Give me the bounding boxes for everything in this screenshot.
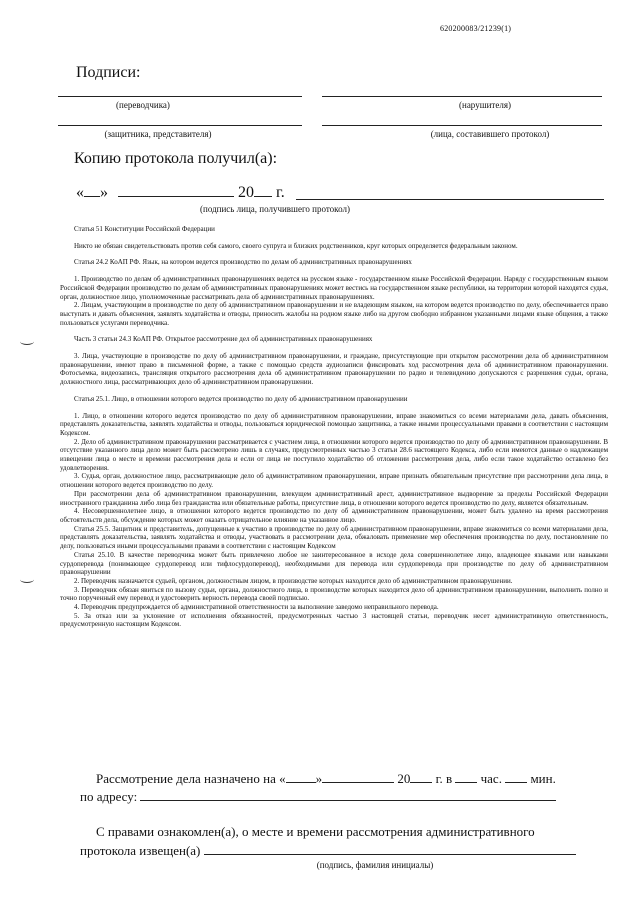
year-suffix: г. — [276, 184, 285, 201]
acknowledgement-caption: (подпись, фамилия инициалы) — [316, 860, 434, 870]
hearing-year-g: г. в — [435, 771, 453, 786]
art243-paragraph-3: 3. Лица, участвующие в производстве по делу об административном правонарушении, и граждане, присутствующие при открытом рассмотрении дела об административном правонарушении, имеют право в письменной форме, а также с помощью средств аудиозаписи фиксировать ход рассмотрения дела об административном правонарушении. Фотосъемка, видеозапись, трансляция открытого рассмотрения дела об административном правонарушении по радио и телевидению допускаются с разрешения судьи, органа, должностного лица, рассматривающих дело об административном правонарушении. — [60, 352, 608, 387]
hearing-address-field[interactable] — [140, 788, 556, 801]
art2510-paragraph-3: 3. Переводчик обязан явиться по вызову судьи, органа, должностного лица, в производстве которых находится дело об административном правонарушении, выполнить полно и точно порученный ему перевод и удостоверить верность перевода своей подписью. — [60, 585, 608, 603]
art2510-paragraph-5: 5. За отказ или за уклонение от исполнения обязанностей, предусмотренных частью 3 настоящей статьи, переводчик несет административную ответственность, предусмотренную настоящим Кодексом. — [60, 611, 608, 629]
art51-text: Никто не обязан свидетельствовать против себя самого, своего супруга и близких родственников, круг которых определяется федеральным законом. — [74, 241, 518, 250]
hearing-minute-field[interactable] — [505, 770, 527, 783]
hearing-minutes-label: мин. — [530, 771, 556, 786]
hearing-year-prefix: 20 — [397, 771, 411, 786]
violator-signature-line[interactable] — [322, 96, 602, 97]
hearing-hours-label: час. — [480, 771, 502, 786]
hearing-year-field[interactable] — [410, 770, 432, 783]
defender-signature-line[interactable] — [58, 125, 302, 126]
art251-paragraph-4: 4. Несовершеннолетнее лицо, в отношении которого ведется производство по делу об административном правонарушении, может быть удалено на время рассмотрения обстоятельств дела, обсуждение которых может оказать отрицательное влияние на указанное лицо. — [60, 507, 608, 524]
hearing-quote-close: » — [315, 771, 323, 786]
receipt-caption: (подпись лица, получившего протокол) — [200, 204, 350, 214]
hearing-hour-field[interactable] — [455, 770, 477, 783]
art255-text: Статья 25.5. Защитник и представитель, допущенные к участию в производстве по делу об административном правонарушении, вправе знакомиться со всеми материалами дела, представлять доказательства, заявлять ходатайства и отводы, участвовать в рассмотрении дела, обжаловать применение мер обеспечения производства по делу, постановление по делу, пользоваться иными процессуальными правами в соответствии с настоящим Кодексом — [60, 524, 608, 551]
author-signature-line[interactable] — [322, 125, 602, 126]
acknowledgement-line-2 — [80, 841, 606, 860]
hearing-date-line — [96, 770, 606, 788]
day-field[interactable] — [84, 184, 100, 197]
art242-paragraph-1: 1. Производство по делам об административных правонарушениях ведется на русском языке - государственном языке Российской Федерации. Наряду с государственным языком Российской Федерации производство по делам об административных правонарушениях может вестись на государственном языке республики, на территории которой находятся судья, орган, должностное лицо, уполномоченные рассматривать дела об административных правонарушениях. — [60, 275, 608, 301]
margin-mark — [20, 576, 34, 583]
document-number: 620200083/21239(1) — [440, 24, 512, 33]
art2510-paragraph-4: 4. Переводчик предупреждается об административной ответственности за выполнение заведомо неправильного перевода. — [74, 603, 439, 612]
hearing-address-label: по адресу: — [80, 789, 138, 804]
acknowledgement-line-1: С правами ознакомлен(а), о месте и времени рассмотрения административного — [96, 824, 535, 839]
violator-caption: (нарушителя) — [459, 100, 511, 110]
art251-title: Статья 25.1. Лицо, в отношении которого ведется производство по делу об административном правонарушении — [74, 394, 408, 403]
art243-title: Часть 3 статьи 24.3 КоАП РФ. Открытое рассмотрение дел об административных правонарушениях — [74, 335, 373, 344]
hearing-prefix: Рассмотрение дела назначено на « — [96, 771, 286, 786]
hearing-day-field[interactable] — [286, 770, 316, 783]
acknowledgement-signature-field[interactable] — [204, 842, 576, 855]
acknowledgement — [80, 822, 606, 860]
art251-paragraph-2: 2. Дело об административном правонарушении рассматривается с участием лица, в отношении которого ведется производство по делу об административном правонарушении. В отсутствие указанного лица дело может быть рассмотрено лишь в случаях, предусмотренных частью 3 статьи 28.6 настоящего Кодекса, либо если имеются данные о надлежащем извещении лица о месте и времени рассмотрения дела и если от лица не поступило ходатайство об отложении рассмотрения дела, либо если такое ходатайство оставлено без удовлетворения. — [60, 437, 608, 472]
signatures-heading: Подписи: — [76, 64, 141, 81]
art242-paragraph-2: 2. Лицам, участвующим в производстве по делу об административном правонарушении и не владеющим языком, на котором ведется производство по делу, обеспечивается право выступать и давать объяснения, заявлять ходатайства и отводы, приносить жалобы на родном языке либо на другом свободно избранном указанными лицами языке общения, а также пользоваться услугами переводчика. — [60, 301, 608, 327]
defender-caption: (защитника, представителя) — [104, 129, 212, 139]
receipt-signature-line[interactable] — [296, 199, 604, 200]
art2510-text: Статья 25.10. В качестве переводчика может быть привлечено любое не заинтересованное в исходе дела совершеннолетнее лицо, владеющее языками или навыками сурдоперевода (понимающее сурдоперевод или тифлосурдоперевод), необходимыми для перевода или сурдоперевода при производстве по делу об административном правонарушении — [60, 550, 608, 577]
translator-signature-line[interactable] — [58, 96, 302, 97]
hearing-address-line — [80, 788, 606, 806]
quote-open: « — [76, 184, 84, 201]
receipt-date-row — [76, 184, 285, 202]
art251-paragraph-3b: При рассмотрении дела об административном правонарушении, влекущем административный арест, административное выдворение за пределы Российской Федерации иностранного гражданина либо лица без гражданства или обязательные работы, присутствие лица, в отношении которого ведется производство по делу, является обязательным. — [60, 489, 608, 507]
year-field[interactable] — [254, 184, 272, 197]
copy-received-heading: Копию протокола получил(а): — [74, 150, 278, 167]
author-caption: (лица, составившего протокол) — [430, 129, 550, 139]
margin-mark — [20, 338, 34, 345]
art251-paragraph-3: 3. Судья, орган, должностное лицо, рассматривающие дело об административном правонарушении, вправе признать обязательным присутствие при рассмотрении дела лица, в отношении которого ведется производство по делу. — [60, 472, 608, 490]
hearing-appointment — [80, 770, 606, 806]
art242-title: Статья 24.2 КоАП РФ. Язык, на котором ведется производство по делам об административных правонарушениях — [74, 258, 412, 267]
month-field[interactable] — [118, 184, 234, 197]
art251-paragraph-1: 1. Лицо, в отношении которого ведется производство по делу об административном правонарушении, вправе знакомиться со всеми материалами дела, давать объяснения, представлять доказательства, заявлять ходатайства и отводы, пользоваться юридической помощью защитника, а также иными процессуальными правами в соответствии с настоящим Кодексом. — [60, 411, 608, 437]
quote-close: » — [100, 184, 108, 201]
art51-title: Статья 51 Конституции Российской Федерации — [74, 225, 215, 233]
legal-rights-text — [60, 225, 608, 629]
year-prefix: 20 — [238, 184, 254, 201]
acknowledgement-prefix: протокола извещен(а) — [80, 843, 201, 858]
hearing-month-field[interactable] — [322, 770, 394, 783]
translator-caption: (переводчика) — [116, 100, 170, 110]
art2510-paragraph-2: 2. Переводчик назначается судьей, органом, должностным лицом, в производстве которых находится дело об административном правонарушении. — [74, 576, 513, 585]
